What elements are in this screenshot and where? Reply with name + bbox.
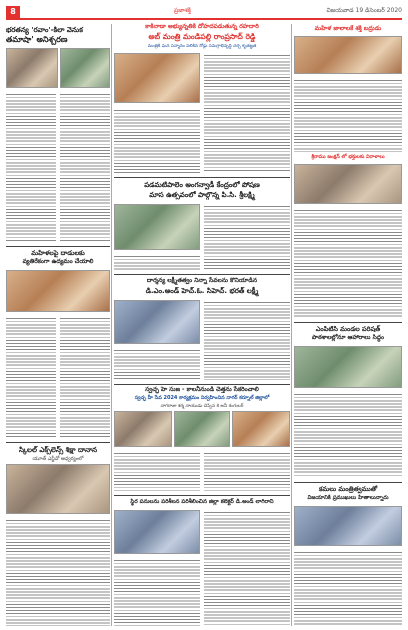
right-column: [294, 24, 402, 626]
article-body-text: [6, 518, 110, 626]
article-photo: [174, 411, 230, 447]
article-photo: [6, 48, 58, 88]
article-headline: విజయానికి ప్రముఖులు హితాలున్నారు: [307, 495, 389, 501]
article-headline: స్థిర పనులను పరిశీలన పరిశీలించిన జిల్లా కలెక్టర్ డి.అండ్ లాగిరాని: [130, 499, 274, 505]
article-headline: దార్శన్య లక్ష్మీతత్వం నిన్నా సేవలను కొనియాడిన: [146, 277, 258, 284]
article-body-text: [114, 451, 200, 491]
article-photo: [114, 300, 200, 344]
article-headline: మాస ఉత్సవంలో పాల్గొన్న పి.సి. శ్రీలక్ష్మి: [149, 191, 255, 199]
article-body-text: [204, 451, 290, 491]
article-photo: [114, 53, 200, 103]
article-body-text: [204, 53, 290, 173]
column-divider: [111, 24, 112, 626]
page-header: [6, 6, 402, 20]
banner-kicker: కాకినాడా అభ్యున్నతికి దోహదపడుతున్న రహదారి: [145, 23, 259, 30]
article-subheadline: స్వచ్ఛ హీ సేవ 2024 కార్యక్రమం నిర్వహించిన నాగర్ కర్నూల్ జిల్లాలో: [134, 395, 270, 401]
article-body-text: [114, 108, 200, 173]
article-headline: మహిళలపై దాడులకు: [31, 249, 85, 257]
article-headline: స్కిలల్ ఎక్స్‌లెన్స్ శిక్షా దానాన: [18, 446, 98, 454]
article-photo: [114, 204, 200, 250]
article-body-text: [294, 78, 402, 152]
article-body-text: [114, 558, 200, 626]
article-headline: పడమటిపాలెం అంగన్వాడీ కేంద్రంలో పోషణ: [144, 181, 260, 189]
article-photo: [6, 270, 110, 312]
article-headline: ఎంపిటిసి మండల పరిషత్: [315, 325, 381, 333]
section-divider: [114, 495, 290, 496]
article-headline: భరతన్య 'రవాం'-కిలా వెనుక: [6, 26, 83, 34]
article-headline: స్వచ్ఛ హె సుజ - కాలనీనుండి చెత్తను సేకరించాలి: [145, 386, 259, 393]
article-body-text: [6, 316, 56, 438]
article-headline: డి.ఎం.అండ్ హెచ్.ఓ. సిహెచ్. భరత్ లక్ష్మీ: [145, 287, 259, 295]
article-photo: [294, 506, 402, 546]
article-body-text: [60, 92, 110, 242]
section-divider: [294, 482, 402, 483]
article-photo: [6, 464, 110, 514]
banner-headline: అబ్ మంత్రి మండిపల్లి రాంప్రసాద్ రెడ్డి: [148, 32, 256, 41]
article-body-text: [60, 316, 110, 438]
section-divider: [6, 442, 110, 443]
article-photo: [114, 411, 172, 447]
article-body-text: [114, 254, 200, 270]
article-body-text: [114, 348, 200, 380]
article-photo: [294, 164, 402, 204]
article-body-text: [204, 510, 290, 626]
section-divider: [294, 322, 402, 323]
article-headline: శ్రీరాము జంక్షన్ లో భక్తులకు విరాళాలు: [311, 154, 385, 160]
article-body-text: [294, 550, 402, 626]
article-body-text: [204, 204, 290, 270]
dateline: విజయవాడ 19 డిసెంబర్ 2020: [326, 7, 402, 14]
article-photo: [294, 36, 402, 74]
middle-column: [114, 24, 290, 626]
article-subheadline: యూత్ ఎన్జీవో ఆధ్వర్యంలో: [32, 456, 84, 462]
article-headline: మహిళ జాలాలకే శక్తి బద్రుడు: [314, 25, 382, 32]
article-headline: కమలు మంత్రిత్వముతో: [318, 485, 378, 493]
article-body-text: [294, 392, 402, 478]
section-divider: [6, 246, 110, 247]
article-photo: [60, 48, 110, 88]
article-byline: నాగరాజు శర్మ నాయుడు చెప్పిన కె అనీ శంగులర్: [160, 404, 244, 409]
article-headline: పాఠశాలల్లోనూ ఆహారాలు సిద్ధం: [311, 334, 385, 341]
column-divider: [291, 24, 292, 626]
masthead: ప్రజాశక్తి: [174, 7, 191, 14]
article-body-text: [294, 208, 402, 318]
section-divider: [114, 384, 290, 385]
article-photo: [294, 346, 402, 388]
section-divider: [114, 274, 290, 275]
banner-subheadline: మంత్రికి ఘన సన్మానం పలికిన రోడ్లు సమగ్రాభివృద్ధి చర్చ కృతజ్ఞత: [147, 44, 257, 49]
left-column: [6, 24, 110, 626]
section-divider: [114, 177, 290, 178]
article-body-text: [6, 92, 56, 242]
article-headline: వ్యతిరేకంగా ఉద్యమం చేయాలి: [22, 258, 94, 265]
article-photo: [114, 510, 200, 554]
article-headline: తమాషా' అనిశ్చరణ: [6, 35, 68, 44]
article-body-text: [204, 300, 290, 380]
article-photo: [232, 411, 290, 447]
page-number: 8: [6, 6, 20, 18]
